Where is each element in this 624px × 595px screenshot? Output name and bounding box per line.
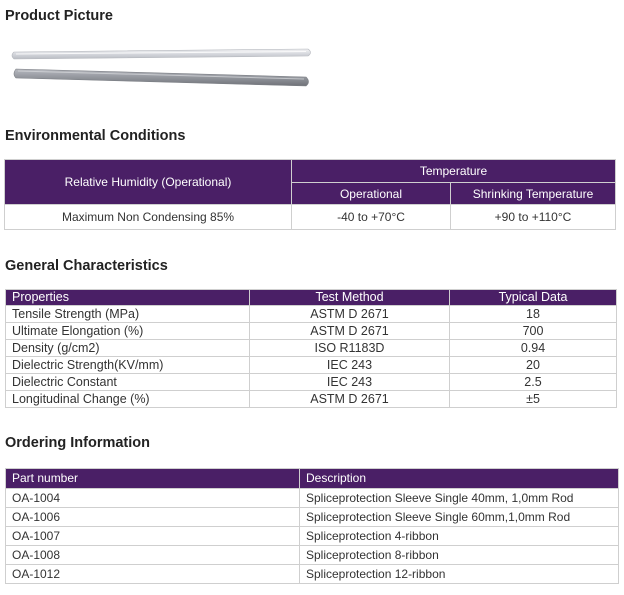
property-name: Longitudinal Change (%) <box>6 391 250 408</box>
test-method: IEC 243 <box>250 357 450 374</box>
header-shrinking: Shrinking Temperature <box>451 183 616 205</box>
part-number: OA-1004 <box>6 489 300 508</box>
header-humidity: Relative Humidity (Operational) <box>5 160 292 205</box>
cell-operational: -40 to +70°C <box>292 205 451 230</box>
product-picture-title: Product Picture <box>5 8 113 24</box>
part-description: Spliceprotection 4-ribbon <box>300 527 619 546</box>
cell-humidity: Maximum Non Condensing 85% <box>5 205 292 230</box>
table-row <box>6 306 617 323</box>
table-row <box>6 565 619 584</box>
header-part-number: Part number <box>6 469 300 489</box>
table-row <box>6 357 617 374</box>
table-row <box>6 546 619 565</box>
property-name: Density (g/cm2) <box>6 340 250 357</box>
part-description: Spliceprotection 12-ribbon <box>300 565 619 584</box>
environmental-title: Environmental Conditions <box>5 128 186 144</box>
table-row <box>6 391 617 408</box>
typical-value: 20 <box>450 357 617 374</box>
sleeve-top <box>12 49 311 59</box>
test-method: ISO R1183D <box>250 340 450 357</box>
part-number: OA-1006 <box>6 508 300 527</box>
typical-value: 0.94 <box>450 340 617 357</box>
header-properties: Properties <box>6 290 250 306</box>
table-row <box>5 205 616 230</box>
typical-value: 2.5 <box>450 374 617 391</box>
table-row <box>6 508 619 527</box>
ordering-table <box>5 468 619 584</box>
table-row <box>6 323 617 340</box>
header-test-method: Test Method <box>250 290 450 306</box>
property-name: Dielectric Strength(KV/mm) <box>6 357 250 374</box>
header-temperature: Temperature <box>292 160 616 183</box>
table-row <box>6 374 617 391</box>
environmental-table <box>4 159 616 230</box>
table-row <box>6 489 619 508</box>
splice-sleeve-image <box>8 44 318 94</box>
general-title: General Characteristics <box>5 258 168 274</box>
typical-value: 700 <box>450 323 617 340</box>
cell-shrinking: +90 to +110°C <box>451 205 616 230</box>
part-number: OA-1008 <box>6 546 300 565</box>
header-typical-data: Typical Data <box>450 290 617 306</box>
part-number: OA-1012 <box>6 565 300 584</box>
header-description: Description <box>300 469 619 489</box>
part-description: Spliceprotection 8-ribbon <box>300 546 619 565</box>
part-description: Spliceprotection Sleeve Single 40mm, 1,0mm Rod <box>300 489 619 508</box>
property-name: Tensile Strength (MPa) <box>6 306 250 323</box>
sleeve-bottom <box>14 69 309 86</box>
test-method: ASTM D 2671 <box>250 306 450 323</box>
header-operational: Operational <box>292 183 451 205</box>
table-row <box>6 340 617 357</box>
test-method: IEC 243 <box>250 374 450 391</box>
general-table <box>5 289 617 408</box>
test-method: ASTM D 2671 <box>250 391 450 408</box>
test-method: ASTM D 2671 <box>250 323 450 340</box>
part-number: OA-1007 <box>6 527 300 546</box>
table-row <box>6 527 619 546</box>
ordering-title: Ordering Information <box>5 435 150 451</box>
typical-value: ±5 <box>450 391 617 408</box>
part-description: Spliceprotection Sleeve Single 60mm,1,0mm Rod <box>300 508 619 527</box>
property-name: Ultimate Elongation (%) <box>6 323 250 340</box>
typical-value: 18 <box>450 306 617 323</box>
property-name: Dielectric Constant <box>6 374 250 391</box>
